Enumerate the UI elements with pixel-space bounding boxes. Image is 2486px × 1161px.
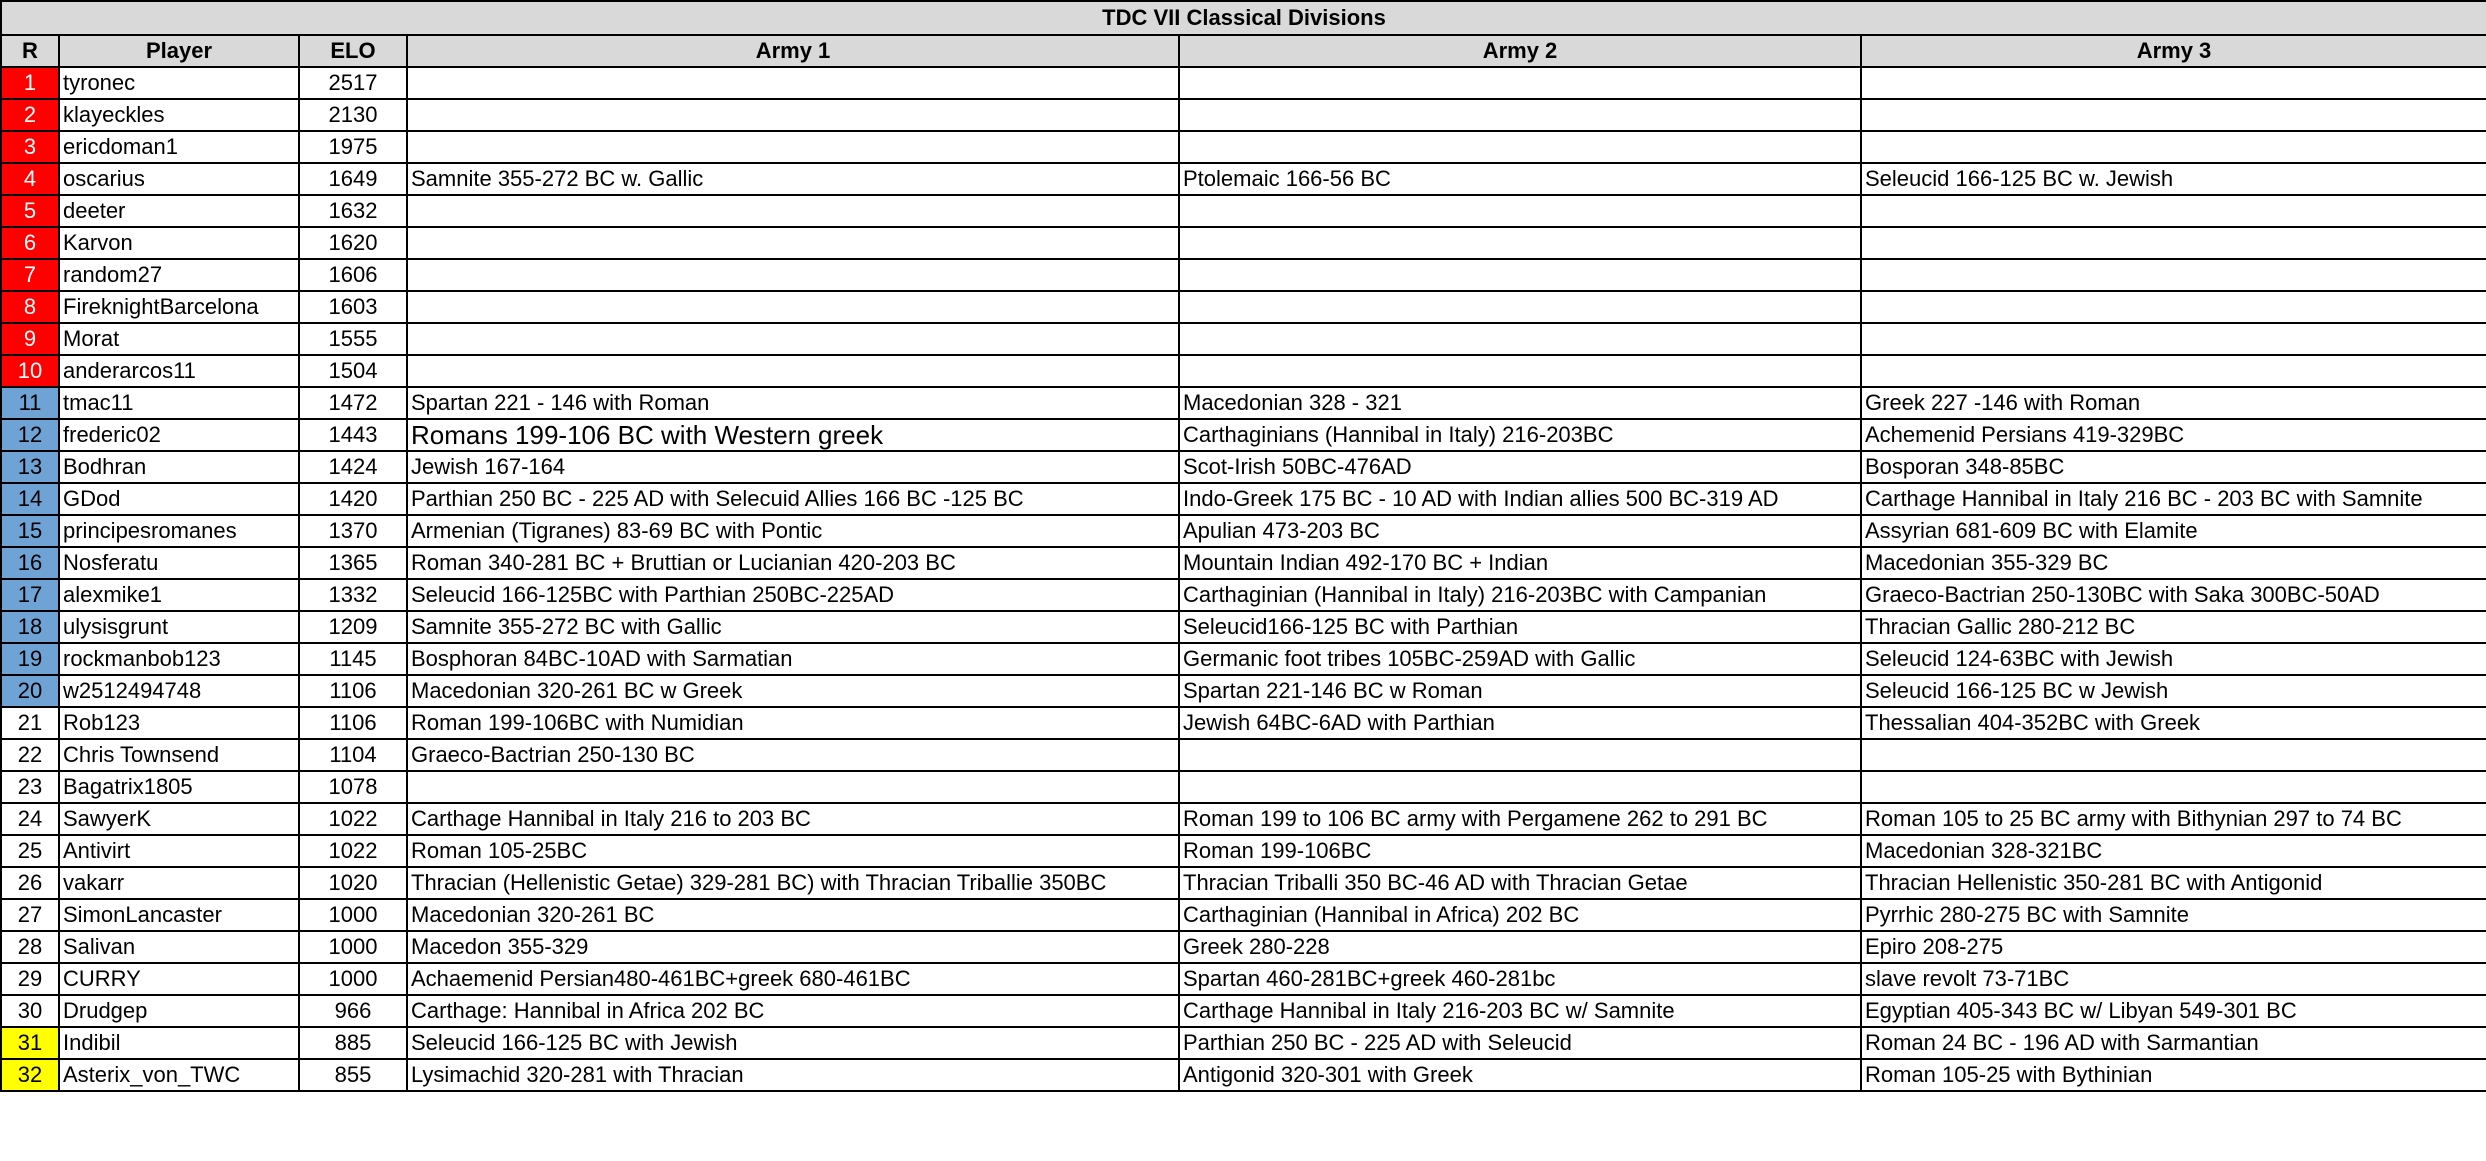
army2-cell[interactable] (1179, 323, 1861, 355)
player-cell[interactable]: Karvon (59, 227, 299, 259)
player-cell[interactable]: Rob123 (59, 707, 299, 739)
rank-cell[interactable]: 26 (1, 867, 59, 899)
army1-cell[interactable]: Samnite 355-272 BC with Gallic (407, 611, 1179, 643)
army2-cell[interactable]: Thracian Triballi 350 BC-46 AD with Thracian Getae (1179, 867, 1861, 899)
rank-cell[interactable]: 21 (1, 707, 59, 739)
army3-cell[interactable] (1861, 99, 2486, 131)
army2-cell[interactable] (1179, 291, 1861, 323)
table-row (1, 259, 2486, 291)
rank-cell[interactable]: 5 (1, 195, 59, 227)
table-row (1, 387, 2486, 419)
player-cell[interactable]: Nosferatu (59, 547, 299, 579)
player-cell[interactable]: tyronec (59, 67, 299, 99)
rank-cell[interactable]: 10 (1, 355, 59, 387)
player-cell[interactable]: Bagatrix1805 (59, 771, 299, 803)
army3-cell[interactable]: slave revolt 73-71BC (1861, 963, 2486, 995)
army1-cell[interactable] (407, 227, 1179, 259)
army2-cell[interactable]: Ptolemaic 166-56 BC (1179, 163, 1861, 195)
army2-cell[interactable]: Germanic foot tribes 105BC-259AD with Gallic (1179, 643, 1861, 675)
rank-cell[interactable]: 29 (1, 963, 59, 995)
player-cell[interactable]: Salivan (59, 931, 299, 963)
army2-header[interactable]: Army 2 (1179, 35, 1861, 67)
table-row (1, 515, 2486, 547)
table-row (1, 643, 2486, 675)
player-cell[interactable]: alexmike1 (59, 579, 299, 611)
player-cell[interactable]: FireknightBarcelona (59, 291, 299, 323)
player-cell[interactable]: ericdoman1 (59, 131, 299, 163)
elo-cell[interactable]: 885 (299, 1027, 407, 1059)
player-cell[interactable]: Bodhran (59, 451, 299, 483)
army2-cell[interactable]: Parthian 250 BC - 225 AD with Seleucid (1179, 1027, 1861, 1059)
army1-cell[interactable]: Roman 340-281 BC + Bruttian or Lucianian 420-203 BC (407, 547, 1179, 579)
player-cell[interactable]: oscarius (59, 163, 299, 195)
army1-cell[interactable]: Parthian 250 BC - 225 AD with Selecuid Allies 166 BC -125 BC (407, 483, 1179, 515)
army1-cell[interactable]: Lysimachid 320-281 with Thracian (407, 1059, 1179, 1091)
army3-cell[interactable]: Graeco-Bactrian 250-130BC with Saka 300BC-50AD (1861, 579, 2486, 611)
elo-cell[interactable]: 1000 (299, 931, 407, 963)
elo-cell[interactable]: 2517 (299, 67, 407, 99)
army1-cell[interactable]: Jewish 167-164 (407, 451, 1179, 483)
army2-cell[interactable]: Greek 280-228 (1179, 931, 1861, 963)
army3-cell[interactable]: Achemenid Persians 419-329BC (1861, 419, 2486, 451)
rank-cell[interactable]: 18 (1, 611, 59, 643)
elo-cell[interactable]: 1632 (299, 195, 407, 227)
army1-cell[interactable] (407, 99, 1179, 131)
army1-cell[interactable]: Romans 199-106 BC with Western greek (407, 419, 1179, 451)
table-row (1, 771, 2486, 803)
army1-cell[interactable]: Carthage Hannibal in Italy 216 to 203 BC (407, 803, 1179, 835)
army3-cell[interactable] (1861, 355, 2486, 387)
table-row (1, 163, 2486, 195)
player-cell[interactable]: Morat (59, 323, 299, 355)
army2-cell[interactable] (1179, 355, 1861, 387)
table-row (1, 611, 2486, 643)
army3-cell[interactable]: Thracian Hellenistic 350-281 BC with Antigonid (1861, 867, 2486, 899)
table-row (1, 963, 2486, 995)
army1-cell[interactable]: Macedonian 320-261 BC (407, 899, 1179, 931)
player-cell[interactable]: klayeckles (59, 99, 299, 131)
rank-header[interactable]: R (1, 35, 59, 67)
player-cell[interactable]: random27 (59, 259, 299, 291)
army3-cell[interactable]: Pyrrhic 280-275 BC with Samnite (1861, 899, 2486, 931)
army2-cell[interactable]: Macedonian 328 - 321 (1179, 387, 1861, 419)
rank-cell[interactable]: 11 (1, 387, 59, 419)
elo-cell[interactable]: 1022 (299, 803, 407, 835)
army1-cell[interactable]: Roman 199-106BC with Numidian (407, 707, 1179, 739)
elo-cell[interactable]: 855 (299, 1059, 407, 1091)
rank-cell[interactable]: 7 (1, 259, 59, 291)
elo-cell[interactable]: 1424 (299, 451, 407, 483)
elo-cell[interactable]: 1106 (299, 675, 407, 707)
army1-cell[interactable]: Macedonian 320-261 BC w Greek (407, 675, 1179, 707)
army2-cell[interactable] (1179, 131, 1861, 163)
rank-cell[interactable]: 32 (1, 1059, 59, 1091)
elo-cell[interactable]: 1606 (299, 259, 407, 291)
army1-cell[interactable]: Roman 105-25BC (407, 835, 1179, 867)
elo-cell[interactable]: 1000 (299, 899, 407, 931)
army3-cell[interactable]: Seleucid 166-125 BC w. Jewish (1861, 163, 2486, 195)
army1-cell[interactable]: Macedon 355-329 (407, 931, 1179, 963)
elo-cell[interactable]: 2130 (299, 99, 407, 131)
player-cell[interactable]: CURRY (59, 963, 299, 995)
player-cell[interactable]: Asterix_von_TWC (59, 1059, 299, 1091)
player-cell[interactable]: Chris Townsend (59, 739, 299, 771)
army2-cell[interactable]: Antigonid 320-301 with Greek (1179, 1059, 1861, 1091)
elo-cell[interactable]: 1420 (299, 483, 407, 515)
elo-cell[interactable]: 1603 (299, 291, 407, 323)
rank-cell[interactable]: 24 (1, 803, 59, 835)
army3-cell[interactable]: Bosporan 348-85BC (1861, 451, 2486, 483)
table-row (1, 323, 2486, 355)
army3-cell[interactable]: Assyrian 681-609 BC with Elamite (1861, 515, 2486, 547)
rank-cell[interactable]: 20 (1, 675, 59, 707)
army3-cell[interactable]: Macedonian 355-329 BC (1861, 547, 2486, 579)
army1-cell[interactable]: Seleucid 166-125 BC with Jewish (407, 1027, 1179, 1059)
rank-cell[interactable]: 4 (1, 163, 59, 195)
table-row (1, 1059, 2486, 1091)
rank-cell[interactable]: 14 (1, 483, 59, 515)
table-row (1, 803, 2486, 835)
army2-cell[interactable]: Mountain Indian 492-170 BC + Indian (1179, 547, 1861, 579)
elo-cell[interactable]: 1649 (299, 163, 407, 195)
elo-cell[interactable]: 1000 (299, 963, 407, 995)
rank-cell[interactable]: 27 (1, 899, 59, 931)
army1-header[interactable]: Army 1 (407, 35, 1179, 67)
army3-cell[interactable]: Greek 227 -146 with Roman (1861, 387, 2486, 419)
elo-cell[interactable]: 1104 (299, 739, 407, 771)
player-cell[interactable]: SimonLancaster (59, 899, 299, 931)
army2-cell[interactable]: Carthaginian (Hannibal in Africa) 202 BC (1179, 899, 1861, 931)
rank-cell[interactable]: 31 (1, 1027, 59, 1059)
army3-cell[interactable]: Roman 24 BC - 196 AD with Sarmantian (1861, 1027, 2486, 1059)
rank-cell[interactable]: 13 (1, 451, 59, 483)
army2-cell[interactable]: Indo-Greek 175 BC - 10 AD with Indian allies 500 BC-319 AD (1179, 483, 1861, 515)
table-row (1, 99, 2486, 131)
army2-cell[interactable] (1179, 67, 1861, 99)
elo-header[interactable]: ELO (299, 35, 407, 67)
table-row (1, 835, 2486, 867)
elo-cell[interactable]: 1443 (299, 419, 407, 451)
army2-cell[interactable] (1179, 259, 1861, 291)
army2-cell[interactable]: Carthaginian (Hannibal in Italy) 216-203BC with Campanian (1179, 579, 1861, 611)
army1-cell[interactable] (407, 195, 1179, 227)
rank-cell[interactable]: 12 (1, 419, 59, 451)
player-cell[interactable]: rockmanbob123 (59, 643, 299, 675)
rank-cell[interactable]: 16 (1, 547, 59, 579)
army2-cell[interactable]: Roman 199 to 106 BC army with Pergamene 262 to 291 BC (1179, 803, 1861, 835)
army2-cell[interactable]: Apulian 473-203 BC (1179, 515, 1861, 547)
table-row (1, 707, 2486, 739)
player-cell[interactable]: SawyerK (59, 803, 299, 835)
table-row (1, 579, 2486, 611)
player-cell[interactable]: frederic02 (59, 419, 299, 451)
army1-cell[interactable] (407, 291, 1179, 323)
army1-cell[interactable]: Achaemenid Persian480-461BC+greek 680-461BC (407, 963, 1179, 995)
elo-cell[interactable]: 1078 (299, 771, 407, 803)
army3-cell[interactable]: Thessalian 404-352BC with Greek (1861, 707, 2486, 739)
rank-cell[interactable]: 3 (1, 131, 59, 163)
rank-cell[interactable]: 23 (1, 771, 59, 803)
army2-cell[interactable] (1179, 771, 1861, 803)
army3-cell[interactable]: Roman 105 to 25 BC army with Bithynian 297 to 74 BC (1861, 803, 2486, 835)
table-row (1, 483, 2486, 515)
table-row (1, 227, 2486, 259)
army1-cell[interactable] (407, 259, 1179, 291)
player-cell[interactable]: vakarr (59, 867, 299, 899)
table-row (1, 899, 2486, 931)
table-row (1, 451, 2486, 483)
army1-cell[interactable]: Bosphoran 84BC-10AD with Sarmatian (407, 643, 1179, 675)
table-row (1, 739, 2486, 771)
elo-cell[interactable]: 1209 (299, 611, 407, 643)
army2-cell[interactable]: Seleucid166-125 BC with Parthian (1179, 611, 1861, 643)
army1-cell[interactable]: Samnite 355-272 BC w. Gallic (407, 163, 1179, 195)
army3-cell[interactable] (1861, 195, 2486, 227)
player-cell[interactable]: deeter (59, 195, 299, 227)
army3-cell[interactable]: Seleucid 124-63BC with Jewish (1861, 643, 2486, 675)
player-cell[interactable]: anderarcos11 (59, 355, 299, 387)
army2-cell[interactable]: Spartan 460-281BC+greek 460-281bc (1179, 963, 1861, 995)
army3-cell[interactable]: Seleucid 166-125 BC w Jewish (1861, 675, 2486, 707)
elo-cell[interactable]: 1555 (299, 323, 407, 355)
elo-cell[interactable]: 1370 (299, 515, 407, 547)
elo-cell[interactable]: 1022 (299, 835, 407, 867)
rank-cell[interactable]: 2 (1, 99, 59, 131)
army3-cell[interactable] (1861, 131, 2486, 163)
rank-cell[interactable]: 22 (1, 739, 59, 771)
army3-cell[interactable] (1861, 291, 2486, 323)
rank-cell[interactable]: 15 (1, 515, 59, 547)
elo-cell[interactable]: 1020 (299, 867, 407, 899)
army1-cell[interactable]: Graeco-Bactrian 250-130 BC (407, 739, 1179, 771)
table-row (1, 931, 2486, 963)
player-cell[interactable]: Drudgep (59, 995, 299, 1027)
table-body (1, 67, 2486, 1091)
army1-cell[interactable] (407, 355, 1179, 387)
player-cell[interactable]: ulysisgrunt (59, 611, 299, 643)
army3-cell[interactable] (1861, 739, 2486, 771)
army2-cell[interactable]: Spartan 221-146 BC w Roman (1179, 675, 1861, 707)
army1-cell[interactable]: Carthage: Hannibal in Africa 202 BC (407, 995, 1179, 1027)
army2-cell[interactable] (1179, 739, 1861, 771)
army2-cell[interactable]: Jewish 64BC-6AD with Parthian (1179, 707, 1861, 739)
rank-cell[interactable]: 17 (1, 579, 59, 611)
table-row (1, 131, 2486, 163)
table-row (1, 547, 2486, 579)
army3-cell[interactable]: Carthage Hannibal in Italy 216 BC - 203 BC with Samnite (1861, 483, 2486, 515)
table-title: TDC VII Classical Divisions (1, 1, 2486, 35)
table-row (1, 419, 2486, 451)
elo-cell[interactable]: 1472 (299, 387, 407, 419)
rank-cell[interactable]: 8 (1, 291, 59, 323)
army1-cell[interactable]: Armenian (Tigranes) 83-69 BC with Pontic (407, 515, 1179, 547)
table-row (1, 67, 2486, 99)
army1-cell[interactable] (407, 323, 1179, 355)
elo-cell[interactable]: 1145 (299, 643, 407, 675)
player-cell[interactable]: principesromanes (59, 515, 299, 547)
elo-cell[interactable]: 1620 (299, 227, 407, 259)
table-row (1, 675, 2486, 707)
elo-cell[interactable]: 1365 (299, 547, 407, 579)
army3-cell[interactable] (1861, 67, 2486, 99)
elo-cell[interactable]: 1975 (299, 131, 407, 163)
army3-cell[interactable] (1861, 227, 2486, 259)
army3-cell[interactable]: Macedonian 328-321BC (1861, 835, 2486, 867)
table-row (1, 995, 2486, 1027)
table-row (1, 291, 2486, 323)
player-cell[interactable]: Antivirt (59, 835, 299, 867)
elo-cell[interactable]: 966 (299, 995, 407, 1027)
rank-cell[interactable]: 9 (1, 323, 59, 355)
player-cell[interactable]: GDod (59, 483, 299, 515)
rank-cell[interactable]: 19 (1, 643, 59, 675)
army3-cell[interactable]: Egyptian 405-343 BC w/ Libyan 549-301 BC (1861, 995, 2486, 1027)
army1-cell[interactable]: Spartan 221 - 146 with Roman (407, 387, 1179, 419)
army1-cell[interactable]: Seleucid 166-125BC with Parthian 250BC-225AD (407, 579, 1179, 611)
army3-cell[interactable]: Epiro 208-275 (1861, 931, 2486, 963)
army3-cell[interactable] (1861, 771, 2486, 803)
army3-header[interactable]: Army 3 (1861, 35, 2486, 67)
rank-cell[interactable]: 6 (1, 227, 59, 259)
army2-cell[interactable]: Carthage Hannibal in Italy 216-203 BC w/ Samnite (1179, 995, 1861, 1027)
army2-cell[interactable] (1179, 195, 1861, 227)
army3-cell[interactable] (1861, 259, 2486, 291)
army2-cell[interactable] (1179, 99, 1861, 131)
rank-cell[interactable]: 25 (1, 835, 59, 867)
army2-cell[interactable] (1179, 227, 1861, 259)
army3-cell[interactable]: Thracian Gallic 280-212 BC (1861, 611, 2486, 643)
army1-cell[interactable] (407, 771, 1179, 803)
army2-cell[interactable]: Roman 199-106BC (1179, 835, 1861, 867)
rank-cell[interactable]: 28 (1, 931, 59, 963)
elo-cell[interactable]: 1332 (299, 579, 407, 611)
player-cell[interactable]: Indibil (59, 1027, 299, 1059)
army3-cell[interactable]: Roman 105-25 with Bythinian (1861, 1059, 2486, 1091)
army1-cell[interactable] (407, 67, 1179, 99)
table-row (1, 867, 2486, 899)
player-header[interactable]: Player (59, 35, 299, 67)
army1-cell[interactable] (407, 131, 1179, 163)
army3-cell[interactable] (1861, 323, 2486, 355)
elo-cell[interactable]: 1106 (299, 707, 407, 739)
table-row (1, 195, 2486, 227)
table-row (1, 1027, 2486, 1059)
army2-cell[interactable]: Carthaginians (Hannibal in Italy) 216-203BC (1179, 419, 1861, 451)
player-cell[interactable]: w2512494748 (59, 675, 299, 707)
army2-cell[interactable]: Scot-Irish 50BC-476AD (1179, 451, 1861, 483)
elo-cell[interactable]: 1504 (299, 355, 407, 387)
rank-cell[interactable]: 1 (1, 67, 59, 99)
player-cell[interactable]: tmac11 (59, 387, 299, 419)
table-row (1, 355, 2486, 387)
rank-cell[interactable]: 30 (1, 995, 59, 1027)
army1-cell[interactable]: Thracian (Hellenistic Getae) 329-281 BC) with Thracian Triballie 350BC (407, 867, 1179, 899)
